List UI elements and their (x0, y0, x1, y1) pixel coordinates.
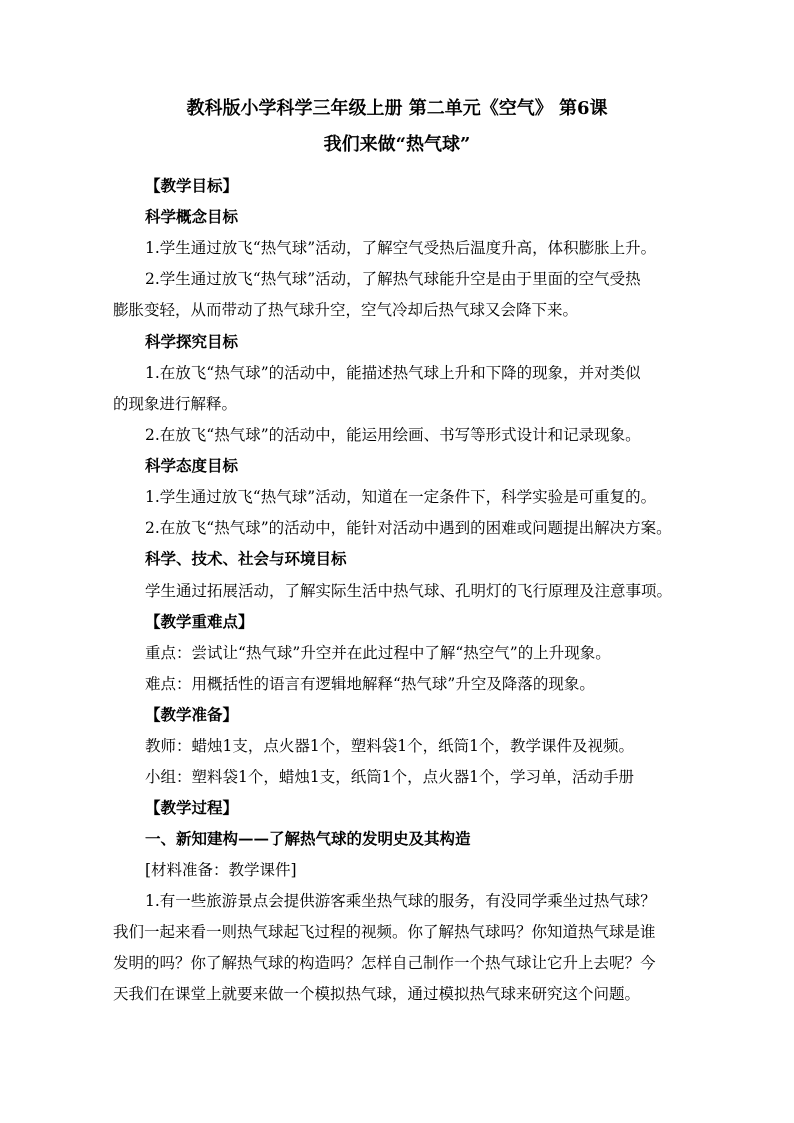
attitude-heading: 科学态度目标 (145, 456, 239, 475)
concept-heading: 科学概念目标 (145, 207, 239, 226)
sts-item-1: 学生通过拓展活动，了解实际生活中热气球、孔明灯的飞行原理及注意事项。 (145, 582, 673, 600)
concept-item-1: 1.学生通过放飞“热气球”活动，了解空气受热后温度升高，体积膨胀上升。 (145, 239, 657, 257)
key-point: 重点：尝试让“热气球”升空并在此过程中了解“热空气”的上升现象。 (145, 644, 611, 662)
teacher-preparation: 教师：蜡烛1支，点火器1个，塑料袋1个，纸筒1个，教学课件及视频。 (145, 737, 634, 755)
document-title: 教科版小学科学三年级上册 第二单元《空气》 第6课 (186, 98, 608, 119)
process-paragraph-line-3: 发明的吗？你了解热气球的构造吗？怎样自己制作一个热气球让它升上去呢？今 (113, 954, 656, 972)
inquiry-item-1-line-1: 1.在放飞“热气球”的活动中，能描述热气球上升和下降的现象，并对类似 (145, 364, 641, 382)
concept-item-2-line-2: 膨胀变轻，从而带动了热气球升空，空气冷却后热气球又会降下来。 (113, 301, 579, 319)
attitude-item-1: 1.学生通过放飞“热气球”活动，知道在一定条件下，科学实验是可重复的。 (145, 488, 657, 506)
objectives-heading: 【教学目标】 (145, 176, 239, 195)
inquiry-item-1-line-2: 的现象进行解释。 (113, 395, 238, 413)
concept-item-2-line-1: 2.学生通过放飞“热气球”活动，了解热气球能升空是由于里面的空气受热 (145, 270, 641, 288)
process-heading: 【教学过程】 (145, 798, 239, 817)
sts-heading: 科学、技术、社会与环境目标 (145, 549, 347, 568)
process-part-1-heading: 一、新知建构——了解热气球的发明史及其构造 (145, 829, 471, 848)
inquiry-item-2: 2.在放飞“热气球”的活动中，能运用绘画、书写等形式设计和记录现象。 (145, 426, 641, 444)
preparation-heading: 【教学准备】 (145, 705, 239, 724)
inquiry-heading: 科学探究目标 (145, 332, 239, 351)
materials-note: [材料准备：教学课件] (145, 861, 297, 879)
difficult-point: 难点：用概括性的语言有逻辑地解释“热气球”升空及降落的现象。 (145, 675, 595, 693)
process-paragraph-line-4: 天我们在课堂上就要来做一个模拟热气球，通过模拟热气球来研究这个问题。 (113, 985, 641, 1003)
key-points-heading: 【教学重难点】 (145, 612, 254, 631)
group-preparation: 小组：塑料袋1个，蜡烛1支，纸筒1个，点火器1个，学习单，活动手册 (145, 768, 634, 786)
process-paragraph-line-1: 1.有一些旅游景点会提供游客乘坐热气球的服务，有没同学乘坐过热气球？ (145, 892, 656, 910)
attitude-item-2: 2.在放飞“热气球”的活动中，能针对活动中遇到的困难或问题提出解决方案。 (145, 519, 672, 537)
process-paragraph-line-2: 我们一起来看一则热气球起飞过程的视频。你了解热气球吗？你知道热气球是谁 (113, 923, 656, 941)
lesson-title: 我们来做“热气球” (323, 134, 471, 155)
